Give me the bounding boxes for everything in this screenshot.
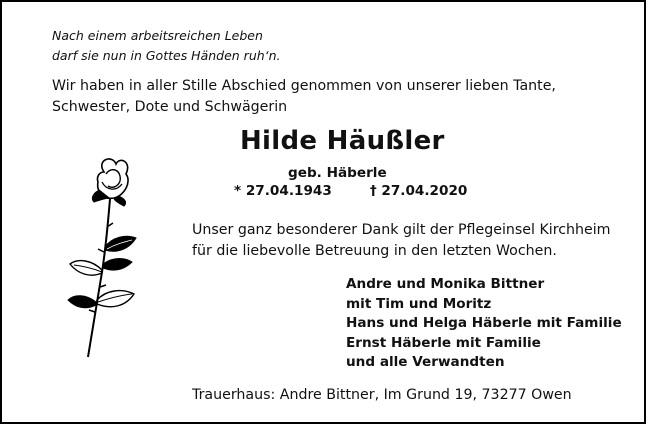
motto-line-1: Nach einem arbeitsreichen Leben — [52, 28, 263, 43]
birth-date: * 27.04.1943 — [234, 183, 332, 199]
life-dates — [234, 183, 467, 199]
mourner-line: Andre und Monika Bittner — [346, 276, 545, 292]
death-date: † 27.04.2020 — [369, 183, 468, 199]
mourner-line: mit Tim und Moritz — [346, 295, 492, 312]
mourning-house-address: Trauerhaus: Andre Bittner, Im Grund 19, 73277 Owen — [192, 387, 572, 403]
thanks-text: Unser ganz besonderer Dank gilt der Pflegeinsel Kirchheim für die liebevolle Betreuung in den letzten Wochen. — [192, 222, 611, 259]
mourners-list — [346, 275, 622, 373]
intro-text: Wir haben in aller Stille Abschied genommen von unserer lieben Tante, Schwester, Dote und Schwägerin — [52, 78, 556, 115]
mourner-line: und alle Verwandten — [346, 354, 505, 370]
motto-line-2: darf sie nun in Gottes Händen ruh‘n. — [52, 48, 281, 63]
motto — [52, 26, 281, 66]
mourner-line: Ernst Häberle mit Familie — [346, 334, 541, 351]
birth-name: geb. Häberle — [288, 165, 387, 181]
deceased-name: Hilde Häußler — [240, 126, 445, 156]
rose-icon — [60, 152, 142, 362]
mourner-line: Hans und Helga Häberle mit Familie — [346, 315, 622, 331]
